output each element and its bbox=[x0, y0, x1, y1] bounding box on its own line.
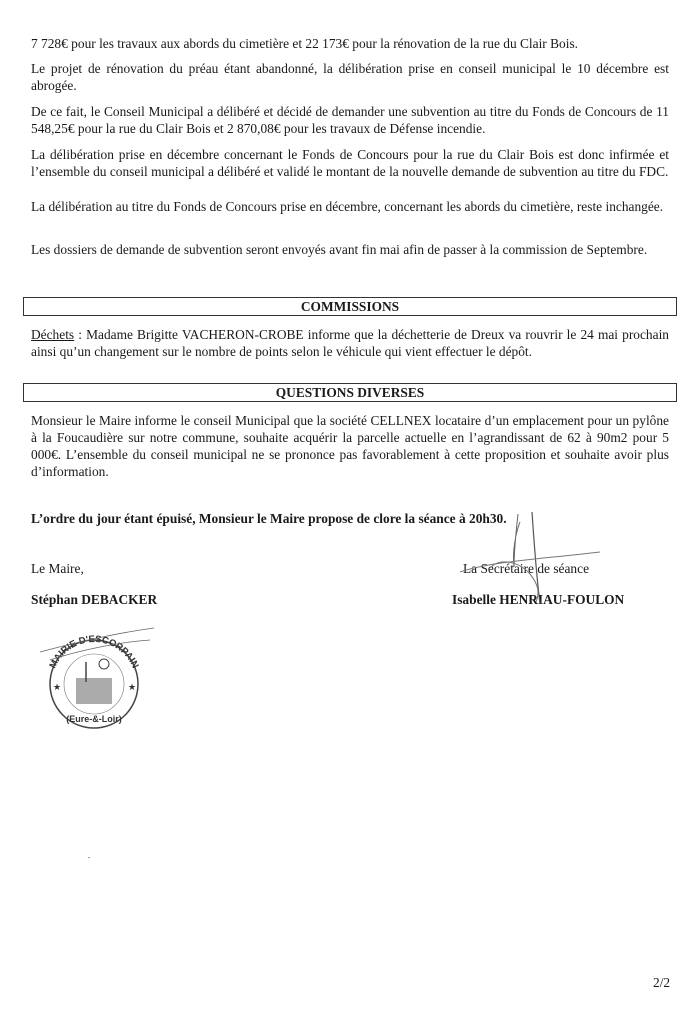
secretary-signature-icon bbox=[450, 512, 620, 607]
dechets-label: Déchets bbox=[31, 327, 75, 342]
paragraph-deliberation-infirmed: La délibération prise en décembre concernant le Fonds de Concours pour la rue du Clair Bois est donc infirmée et l’ensemble du conseil municipal a délibéré et validé le montant de la nouvelle demande de subvention au titre du FDC. bbox=[31, 147, 669, 179]
section-heading-questions-diverses: QUESTIONS DIVERSES bbox=[23, 383, 677, 402]
section-heading-commissions: COMMISSIONS bbox=[23, 297, 677, 316]
secretary-name: Isabelle HENRIAU-FOULON bbox=[452, 592, 625, 607]
dechets-text: Madame Brigitte VACHERON-CROBE informe que la déchetterie de Dreux va rouvrir le 24 mai prochain ainsi qu’un changement sur le nombre de points selon le véhicule qui vient effectuer le dépôt. bbox=[31, 327, 669, 359]
paragraph-preau-abrogation: Le projet de rénovation du préau étant abandonné, la délibération prise en conseil municipal le 10 décembre est abrogée. bbox=[31, 61, 669, 93]
mayor-title: Le Maire, bbox=[31, 561, 84, 576]
paragraph-cemetery-unchanged: La délibération au titre du Fonds de Concours prise en décembre, concernant les abords du cimetière, reste inchangée. bbox=[31, 199, 664, 214]
svg-text:★: ★ bbox=[128, 683, 137, 693]
paragraph-subvention-request: De ce fait, le Conseil Municipal a délibéré et décidé de demander une subvention au titre du Fonds de Concours de 11 548,25€ pour la rue du Clair Bois et 2 870,08€ pour les travaux de Défense incendie. bbox=[31, 104, 669, 136]
paragraph-questions-cellnex: Monsieur le Maire informe le conseil Municipal que la société CELLNEX locataire d’un emplacement pour un pylône à la Foucaudière sur notre commune, souhaite acquérir la parcelle actuelle en l’agrandissant de 62 à 90m2 pour 5 000€. L’ensemble du conseil municipal ne se prononce pas favorablement à cette proposition et souhaite avoir plus d’information. bbox=[31, 413, 669, 479]
svg-text:★: ★ bbox=[53, 683, 62, 693]
paragraph-dossiers-sent: Les dossiers de demande de subvention seront envoyés avant fin mai afin de passer à la commission de Septembre. bbox=[31, 242, 648, 257]
page-number: 2/2 bbox=[653, 975, 671, 990]
paragraph-commissions-dechets: Déchets : Madame Brigitte VACHERON-CROBE informe que la déchetterie de Dreux va rouvrir le 24 mai prochain ainsi qu’un changement sur le nombre de points selon le véhicule qui vient effectuer le dépôt. bbox=[31, 327, 669, 359]
paragraph-budget-amounts: 7 728€ pour les travaux aux abords du cimetière et 22 173€ pour la rénovation de la rue du Clair Bois. bbox=[31, 36, 579, 51]
secretary-title: La Secrétaire de séance bbox=[463, 561, 590, 576]
closing-statement: L’ordre du jour étant épuisé, Monsieur le Maire propose de clore la séance à 20h30. bbox=[31, 511, 507, 526]
town-hall-stamp-icon bbox=[30, 622, 160, 732]
mayor-name: Stéphan DEBACKER bbox=[31, 592, 158, 607]
svg-text:(Eure-&-Loir): (Eure-&-Loir) bbox=[66, 714, 122, 724]
scan-speck bbox=[88, 857, 90, 858]
svg-text:MAIRIE D'ESCORPAIN: MAIRIE D'ESCORPAIN bbox=[47, 633, 141, 671]
